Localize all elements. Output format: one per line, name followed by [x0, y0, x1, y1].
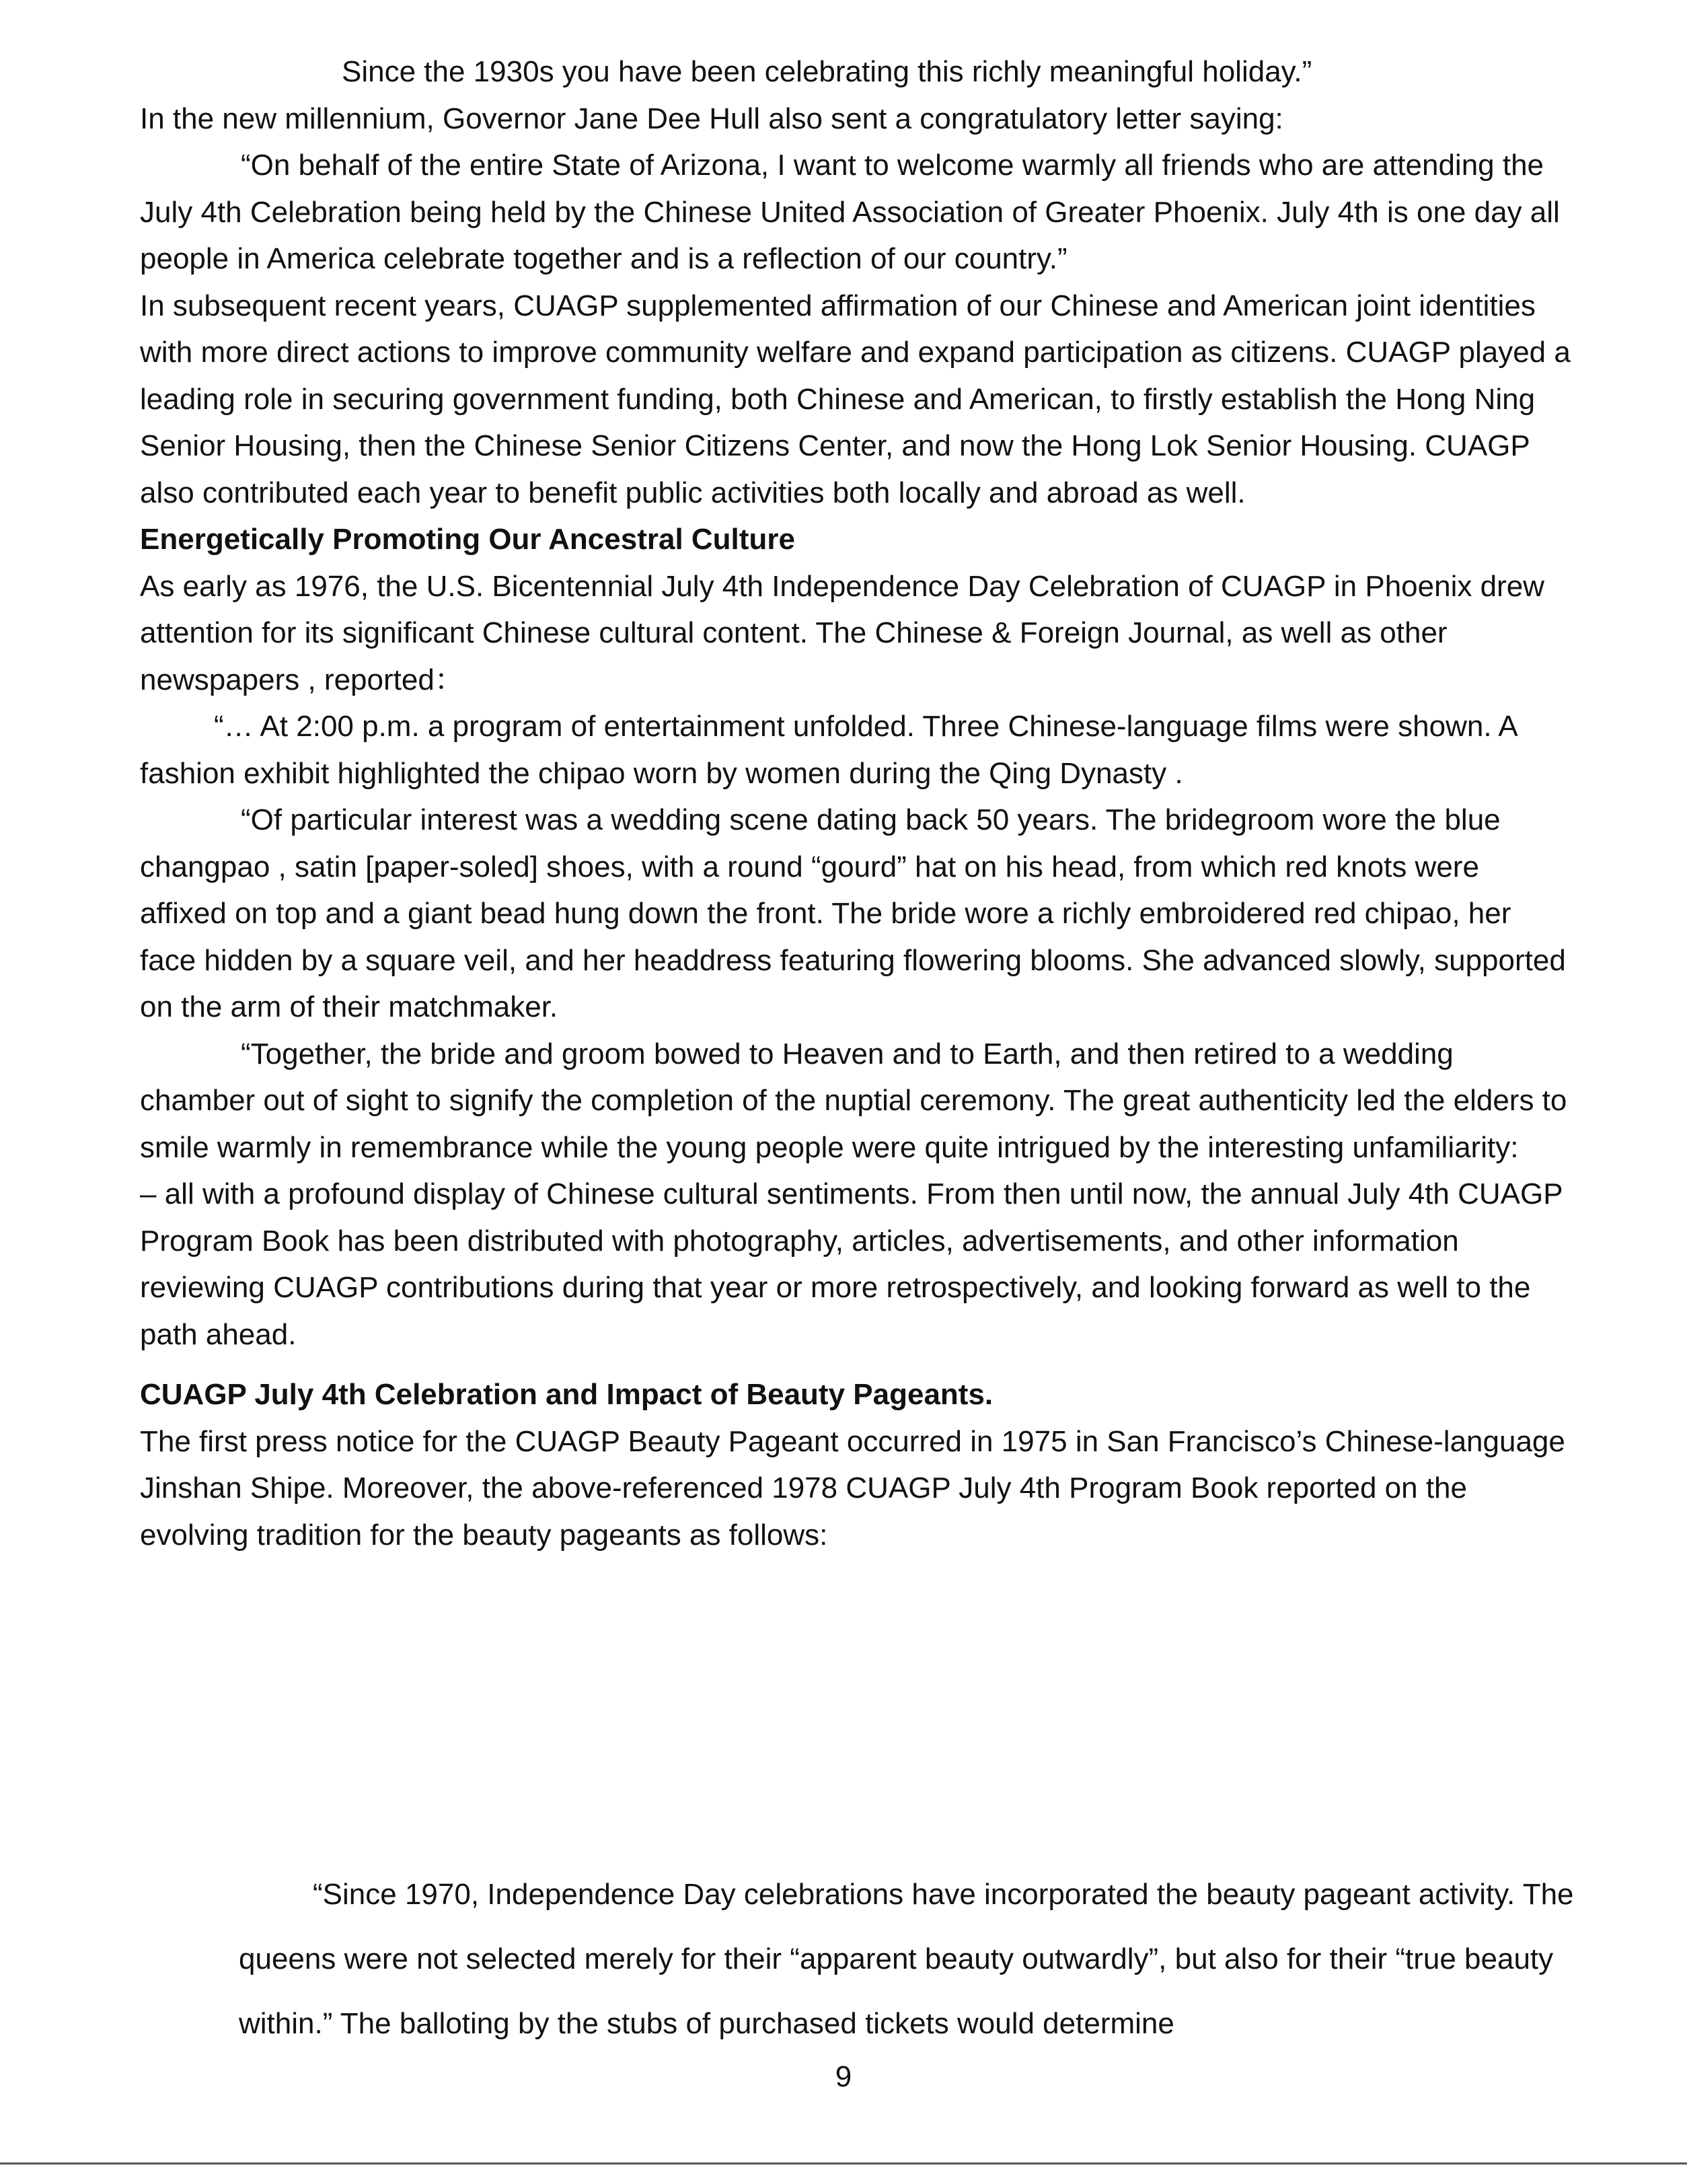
- paragraph-press-notice: The first press notice for the CUAGP Beauty Pageant occurred in 1975 in San Francisco’s Chinese-language Jinshan Shipe. Moreover, the above-referenced 1978 CUAGP July 4th Program Book reported on the evolving tradition for the beauty pageants as follows:: [140, 1424, 1565, 1552]
- section-heading-ancestral-culture: Energetically Promoting Our Ancestral Culture: [140, 523, 795, 556]
- paragraph-governor-quote: “On behalf of the entire State of Arizona, I want to welcome warmly all friends who are attending the July 4th Celebration being held by the Chinese United Association of Greater Phoenix. July 4th is one day all people in America celebrate together and is a reflection of our country.”: [140, 149, 1560, 275]
- paragraph-governor-intro: In the new millennium, Governor Jane Dee Hull also sent a congratulatory letter saying:: [140, 102, 1283, 135]
- section-heading-beauty-pageants: CUAGP July 4th Celebration and Impact of Beauty Pageants.: [140, 1378, 994, 1411]
- paragraph-quote-end: Since the 1930s you have been celebrating this richly meaningful holiday.”: [342, 55, 1312, 88]
- paragraph-bride-groom: “Together, the bride and groom bowed to Heaven and to Earth, and then retired to a wedding chamber out of sight to signify the completion of the nuptial ceremony. The great authenticity led the elders to smile warmly in remembrance while the young people were quite intrigued by the interesting unfamiliarity:: [140, 1037, 1567, 1164]
- paragraph-pageant-quote: “Since 1970, Independence Day celebrations have incorporated the beauty pageant activity. The queens were not selected merely for their “apparent beauty outwardly”, but also for their “true beauty within.” The balloting by the stubs of purchased tickets would determine: [239, 1878, 1574, 2040]
- paragraph-recent-years: In subsequent recent years, CUAGP supplemented affirmation of our Chinese and American joint identities with more direct actions to improve community welfare and expand participation as citizens. CUAGP played a leading role in securing government funding, both Chinese and American, to firstly establish the Hong Ning Senior Housing, then the Chinese Senior Citizens Center, and now the Hong Lok Senior Housing. CUAGP also contributed each year to benefit public activities both locally and abroad as well.: [140, 289, 1571, 509]
- text-block-top: [140, 48, 1573, 1558]
- quote-block-beauty-pageant: [239, 1862, 1577, 2056]
- paragraph-cultural-sentiments: – all with a profound display of Chinese cultural sentiments. From then until now, the annual July 4th CUAGP Program Book has been distributed with photography, articles, advertisements, and other information reviewing CUAGP contributions during that year or more retrospectively, and looking forward as well to the path ahead.: [140, 1177, 1563, 1351]
- paragraph-wedding-scene: “Of particular interest was a wedding scene dating back 50 years. The bridegroom wore the blue changpao , satin [paper-soled] shoes, with a round “gourd” hat on his head, from which red knots were affixed on top and a giant bead hung down the front. The bride wore a richly embroidered red chipao, her face hidden by a square veil, and her headdress featuring flowering blooms. She advanced slowly, supported on the arm of their matchmaker.: [140, 803, 1566, 1023]
- paragraph-1976-celebration: As early as 1976, the U.S. Bicentennial July 4th Independence Day Celebration of CUAGP in Phoenix drew attention for its significant Chinese cultural content. The Chinese & Foreign Journal, as well as other newspapers , reported：: [140, 569, 1544, 696]
- paragraph-program-entertainment: “… At 2:00 p.m. a program of entertainment unfolded. Three Chinese-language films were shown. A fashion exhibit highlighted the chipao worn by women during the Qing Dynasty .: [140, 710, 1517, 790]
- page-bottom-rule: [0, 2162, 1687, 2164]
- page-number: 9: [835, 2060, 852, 2093]
